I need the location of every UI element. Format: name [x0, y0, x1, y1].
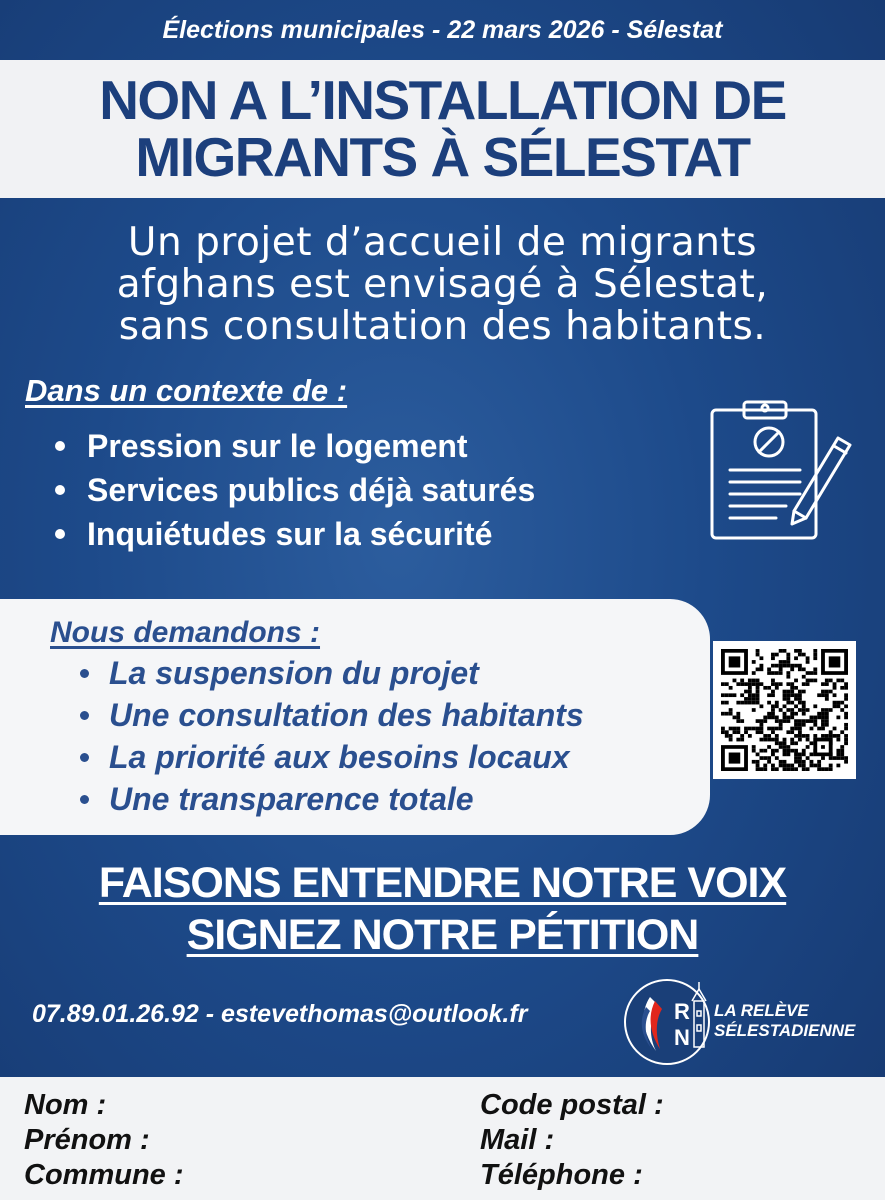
title-line-1: NON A L’INSTALLATION DE	[99, 69, 786, 131]
bullet-icon	[55, 441, 65, 451]
election-line: Élections municipales - 22 mars 2026 - Sélestat	[162, 15, 723, 44]
logo-letter-n: N	[674, 1025, 690, 1050]
election-banner	[0, 0, 885, 60]
logo-letter-r: R	[674, 999, 690, 1024]
logo-name: LA RELÈVE SÉLESTADIENNE	[714, 1001, 856, 1040]
intro-line-1: Un projet d’accueil de migrants	[127, 220, 758, 265]
demands-heading: Nous demandons :	[50, 616, 321, 649]
intro-text	[0, 222, 885, 348]
bullet-icon	[80, 753, 89, 762]
bullet-icon	[55, 485, 65, 495]
bullet-icon	[80, 711, 89, 720]
demands-list	[80, 652, 584, 820]
qr-code-icon	[721, 649, 848, 771]
field-commune[interactable]: Commune :	[24, 1159, 184, 1191]
bullet-icon	[80, 795, 89, 804]
cta-line-2: SIGNEZ NOTRE PÉTITION	[186, 911, 699, 959]
context-list	[55, 424, 535, 556]
bullet-icon	[80, 669, 89, 678]
clipboard-pen-icon	[706, 400, 856, 545]
petition-qr-code[interactable]	[713, 641, 856, 779]
rn-logo-icon	[622, 977, 712, 1067]
cta-line-1: FAISONS ENTENDRE NOTRE VOIX	[98, 859, 787, 907]
demand-item: Une consultation des habitants	[80, 694, 584, 736]
contact-info: 07.89.01.26.92 - estevethomas@outlook.fr	[32, 1000, 528, 1028]
field-telephone[interactable]: Téléphone :	[480, 1159, 643, 1191]
field-nom[interactable]: Nom :	[24, 1089, 107, 1121]
signature-form	[0, 1077, 885, 1200]
intro-line-3: sans consultation des habitants.	[118, 304, 767, 349]
context-heading: Dans un contexte de :	[25, 373, 348, 408]
title-box	[0, 60, 885, 198]
context-item: Inquiétudes sur la sécurité	[55, 512, 535, 556]
bullet-icon	[55, 529, 65, 539]
field-prenom[interactable]: Prénom :	[24, 1124, 150, 1156]
intro-line-2: afghans est envisagé à Sélestat,	[116, 262, 769, 307]
context-item: Services publics déjà saturés	[55, 468, 535, 512]
field-mail[interactable]: Mail :	[480, 1124, 555, 1156]
title-line-2: MIGRANTS À SÉLESTAT	[135, 126, 750, 188]
call-to-action	[0, 857, 885, 961]
demand-item: La suspension du projet	[80, 652, 584, 694]
demand-item: Une transparence totale	[80, 778, 584, 820]
context-item: Pression sur le logement	[55, 424, 535, 468]
demand-item: La priorité aux besoins locaux	[80, 736, 584, 778]
field-code-postal[interactable]: Code postal :	[480, 1089, 664, 1121]
